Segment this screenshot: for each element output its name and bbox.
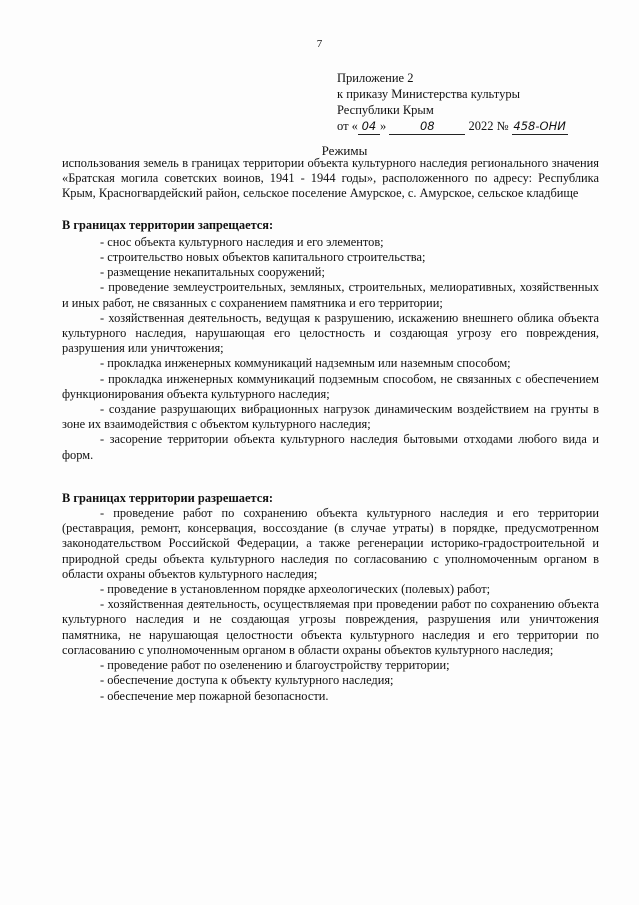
allowed-heading: В границах территории разрешается: <box>62 490 274 505</box>
intro-paragraph: использования земель в границах территории объекта культурного наследия регионального значения «Братская могила советских воинов, 1941 - 1944 годы», расположенного по адресу: Республика Крым, Красногвардейский район, сельское поселение Амурское, с. Амурское, сельское кладбище <box>62 156 599 201</box>
prohibited-item: - создание разрушающих вибрационных нагрузок динамическим воздействием на грунты в зоне их взаимодействия с объектом культурного наследия; <box>62 402 599 432</box>
prohibited-item: - засорение территории объекта культурного наследия бытовыми отходами любого вида и форм. <box>62 432 599 462</box>
prohibited-item: - строительство новых объектов капитального строительства; <box>100 250 426 265</box>
allowed-item: - обеспечение мер пожарной безопасности. <box>100 688 329 703</box>
date-mid: » <box>379 119 387 133</box>
prohibited-item: - хозяйственная деятельность, ведущая к разрушению, искажению внешнего облика объекта культурного наследия, нарушающая его целостность и создающая угрозу его повреждения, разрушения или уничтожения; <box>62 310 599 356</box>
date-prefix: от « <box>337 119 358 133</box>
page-number: 7 <box>316 38 323 50</box>
appendix-line-3: Республики Крым <box>337 103 434 117</box>
appendix-date-line <box>337 118 568 135</box>
prohibited-item: - прокладка инженерных коммуникаций надземным или наземным способом; <box>100 356 511 371</box>
allowed-item: - обеспечение доступа к объекту культурного наследия; <box>100 673 394 688</box>
date-day: 04 <box>358 118 380 135</box>
allowed-item: - проведение в установленном порядке археологических (полевых) работ; <box>100 582 491 597</box>
prohibited-item: - проведение землеустроительных, земляных, строительных, мелиоративных, хозяйственных и иных работ, не связанных с сохранением памятника и его территории; <box>62 280 599 310</box>
date-year: 2022 № <box>468 119 509 133</box>
appendix-line-1: Приложение 2 <box>337 71 414 85</box>
prohibited-item: - размещение некапитальных сооружений; <box>100 265 325 280</box>
order-number: 458-ОНИ <box>513 119 566 133</box>
appendix-header <box>337 70 568 135</box>
allowed-item: - хозяйственная деятельность, осуществляемая при проведении работ по сохранению объекта культурного наследия и не создающая угрозы повреждения, разрушения или уничтожения памятника, не нарушающая целостности объекта культурного наследия и его территории по согласованию с уполномоченным органом в области охраны объектов культурного наследия; <box>62 597 599 657</box>
prohibited-item: - снос объекта культурного наследия и его элементов; <box>100 234 384 249</box>
prohibited-item: - прокладка инженерных коммуникаций подземным способом, не связанных с обеспечением функционирования объекта культурного наследия; <box>62 371 599 401</box>
appendix-line-2: к приказу Министерства культуры <box>337 87 520 101</box>
date-month: 08 <box>389 118 465 135</box>
allowed-item: - проведение работ по озеленению и благоустройству территории; <box>100 658 450 673</box>
document-body <box>62 156 599 704</box>
prohibited-heading: В границах территории запрещается: <box>62 217 274 232</box>
document-title: Режимы <box>321 143 368 158</box>
allowed-item: - проведение работ по сохранению объекта культурного наследия и его территории (реставрация, ремонт, консервация, воссоздание (в случае утраты) в порядке, предусмотренном законодательством Российской Федерации, а также регенерации историко-градостроительной и природной среды объекта культурного наследия по согласованию с уполномоченным органом в области охраны объектов культурного наследия; <box>62 506 599 581</box>
